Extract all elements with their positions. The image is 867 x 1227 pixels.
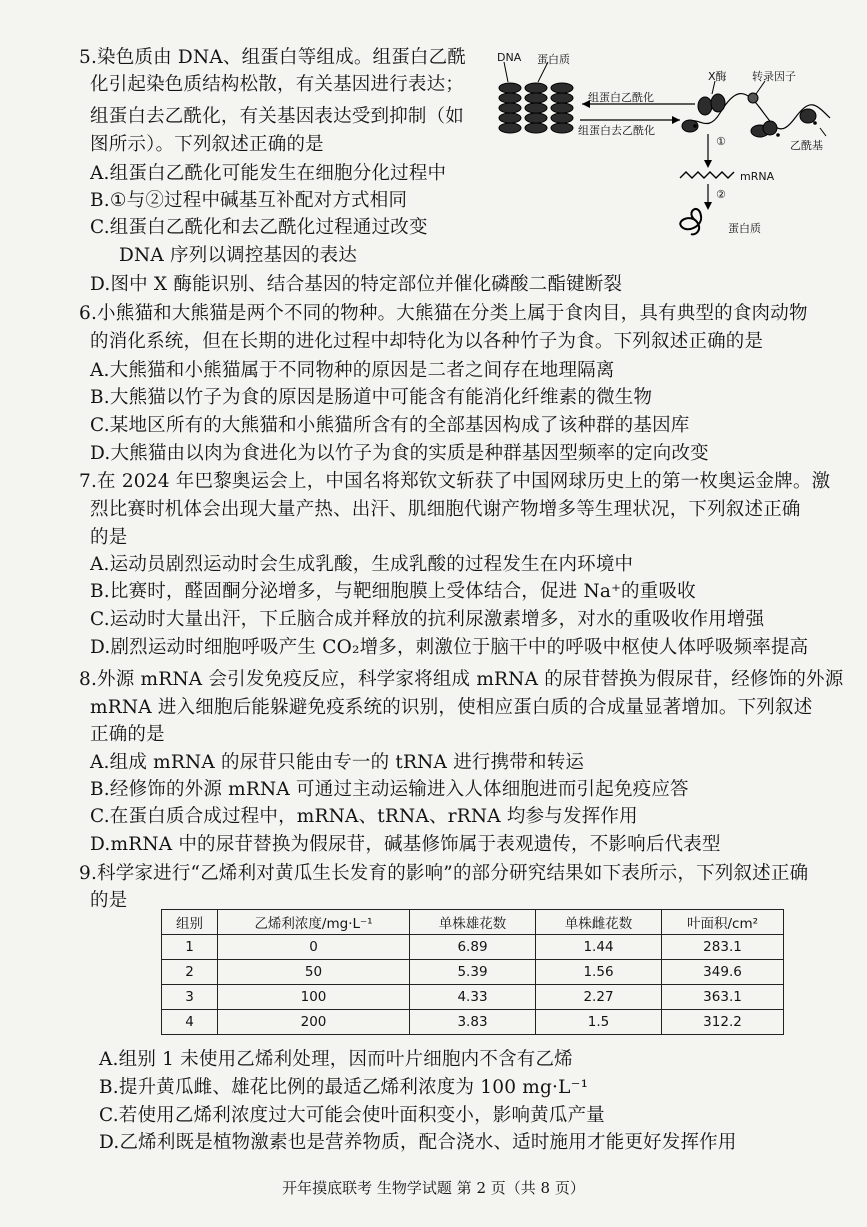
q9-line-1: 9.科学家进行“乙烯利对黄瓜生长发育的影响”的部分研究结果如下表所示，下列叙述正确 bbox=[79, 863, 809, 884]
table-cell: 3 bbox=[162, 985, 218, 1010]
q8-line-1: 8.外源 mRNA 会引发免疫反应，科学家将组成 mRNA 的尿苷替换为假尿苷，经修饰的外源 bbox=[79, 669, 844, 690]
table-cell: 5.39 bbox=[410, 960, 536, 985]
q9-option-a: A.组别 1 未使用乙烯利处理，因而叶片细胞内不含有乙烯 bbox=[99, 1049, 573, 1070]
table-cell: 100 bbox=[218, 985, 410, 1010]
table-row bbox=[162, 935, 784, 960]
table-header: 单株雄花数 bbox=[410, 910, 536, 935]
table-cell: 3.83 bbox=[410, 1010, 536, 1035]
table-cell: 1.56 bbox=[536, 960, 662, 985]
q9-line-2: 的是 bbox=[90, 890, 128, 911]
q8-option-c: C.在蛋白质合成过程中，mRNA、tRNA、rRNA 均参与发挥作用 bbox=[90, 806, 638, 827]
q5-option-c-cont: DNA 序列以调控基因的表达 bbox=[119, 245, 358, 266]
table-cell: 4 bbox=[162, 1010, 218, 1035]
q5-option-a: A.组蛋白乙酰化可能发生在细胞分化过程中 bbox=[90, 163, 447, 184]
table-cell: 2.27 bbox=[536, 985, 662, 1010]
table-cell: 50 bbox=[218, 960, 410, 985]
table-cell: 349.6 bbox=[662, 960, 784, 985]
table-cell: 6.89 bbox=[410, 935, 536, 960]
q6-option-b: B.大熊猫以竹子为食的原因是肠道中可能含有能消化纤维素的微生物 bbox=[90, 387, 653, 408]
q8-option-a: A.组成 mRNA 的尿苷只能由专一的 tRNA 进行携带和转运 bbox=[90, 752, 585, 773]
label-x-enzyme: X酶 bbox=[708, 70, 727, 83]
label-transcription-factor: 转录因子 bbox=[752, 70, 796, 83]
table-header: 乙烯利浓度/mg·L⁻¹ bbox=[218, 910, 410, 935]
q7-option-a: A.运动员剧烈运动时会生成乳酸，生成乳酸的过程发生在内环境中 bbox=[90, 554, 634, 575]
q7-option-d: D.剧烈运动时细胞呼吸产生 CO₂增多，刺激位于脑干中的呼吸中枢使人体呼吸频率提高 bbox=[90, 637, 809, 658]
table-header: 单株雌花数 bbox=[536, 910, 662, 935]
label-step-1: ① bbox=[716, 135, 726, 148]
q7-line-2: 烈比赛时机体会出现大量产热、出汗、肌细胞代谢产物增多等生理状况，下列叙述正确 bbox=[90, 499, 801, 520]
results-table bbox=[161, 909, 784, 1035]
q9-option-c: C.若使用乙烯利浓度过大可能会使叶面积变小，影响黄瓜产量 bbox=[99, 1105, 605, 1126]
table-cell: 1 bbox=[162, 935, 218, 960]
table-cell: 312.2 bbox=[662, 1010, 784, 1035]
q8-option-d: D.mRNA 中的尿苷替换为假尿苷，碱基修饰属于表观遗传，不影响后代表型 bbox=[90, 834, 721, 855]
q8-line-3: 正确的是 bbox=[90, 724, 165, 745]
table-cell: 200 bbox=[218, 1010, 410, 1035]
q5-line-3: 组蛋白去乙酰化，有关基因表达受到抑制（如 bbox=[90, 106, 465, 127]
table-cell: 0 bbox=[218, 935, 410, 960]
q7-line-3: 的是 bbox=[90, 527, 128, 548]
q5-line-1: 5.染色质由 DNA、组蛋白等组成。组蛋白乙酰 bbox=[79, 47, 467, 68]
q8-line-2: mRNA 进入细胞后能躲避免疫系统的识别，使相应蛋白质的合成量显著增加。下列叙述 bbox=[90, 697, 813, 718]
q7-option-b: B.比赛时，醛固酮分泌增多，与靶细胞膜上受体结合，促进 Na⁺的重吸收 bbox=[90, 581, 696, 602]
table-cell: 4.33 bbox=[410, 985, 536, 1010]
q5-option-c: C.组蛋白乙酰化和去乙酰化过程通过改变 bbox=[90, 217, 428, 238]
label-protein: 蛋白质 bbox=[728, 222, 761, 235]
q7-option-c: C.运动时大量出汗，下丘脑合成并释放的抗利尿激素增多，对水的重吸收作用增强 bbox=[90, 609, 765, 630]
q5-option-b: B.①与②过程中碱基互补配对方式相同 bbox=[90, 190, 408, 211]
table-cell: 283.1 bbox=[662, 935, 784, 960]
q6-line-1: 6.小熊猫和大熊猫是两个不同的物种。大熊猫在分类上属于食肉目，具有典型的食肉动物 bbox=[79, 303, 808, 324]
q6-option-a: A.大熊猫和小熊猫属于不同物种的原因是二者之间存在地理隔离 bbox=[90, 360, 615, 381]
label-dna: DNA bbox=[497, 51, 522, 64]
table-cell: 363.1 bbox=[662, 985, 784, 1010]
table-header: 组别 bbox=[162, 910, 218, 935]
label-step-2: ② bbox=[716, 188, 726, 201]
condensed-chromatin bbox=[499, 83, 573, 133]
table-header-row bbox=[162, 910, 784, 935]
q7-line-1: 7.在 2024 年巴黎奥运会上，中国名将郑钦文斩获了中国网球历史上的第一枚奥运金牌。激 bbox=[79, 471, 831, 492]
page-footer: 开年摸底联考 生物学试题 第 2 页（共 8 页） bbox=[282, 1179, 585, 1197]
q9-option-d: D.乙烯利既是植物激素也是营养物质，配合浇水、适时施用才能更好发挥作用 bbox=[99, 1132, 737, 1153]
q5-line-2: 化引起染色质结构松散，有关基因进行表达； bbox=[90, 74, 465, 95]
label-acetylation: 组蛋白乙酰化 bbox=[588, 91, 654, 104]
label-deacetylation: 组蛋白去乙酰化 bbox=[578, 124, 655, 137]
q5-option-d: D.图中 X 酶能识别、结合基因的特定部位并催化磷酸二酯键断裂 bbox=[90, 274, 623, 295]
q8-option-b: B.经修饰的外源 mRNA 可通过主动运输进入人体细胞进而引起免疫应答 bbox=[90, 779, 689, 800]
q6-line-2: 的消化系统，但在长期的进化过程中却特化为以各种竹子为食。下列叙述正确的是 bbox=[90, 331, 764, 352]
table-row bbox=[162, 985, 784, 1010]
table-row bbox=[162, 960, 784, 985]
table-header: 叶面积/cm² bbox=[662, 910, 784, 935]
table-cell: 1.44 bbox=[536, 935, 662, 960]
label-acetyl: 乙酰基 bbox=[790, 139, 823, 152]
table-cell: 2 bbox=[162, 960, 218, 985]
q5-line-4: 图所示）。下列叙述正确的是 bbox=[90, 134, 324, 155]
table-cell: 1.5 bbox=[536, 1010, 662, 1035]
q6-option-c: C.某地区所有的大熊猫和小熊猫所含有的全部基因构成了该种群的基因库 bbox=[90, 415, 690, 436]
q6-option-d: D.大熊猫由以肉为食进化为以竹子为食的实质是种群基因型频率的定向改变 bbox=[90, 443, 709, 464]
label-histone: 蛋白质 bbox=[537, 53, 570, 66]
q9-option-b: B.提升黄瓜雌、雄花比例的最适乙烯利浓度为 100 mg·L⁻¹ bbox=[99, 1077, 589, 1098]
label-mrna: mRNA bbox=[740, 170, 775, 183]
table-row bbox=[162, 1010, 784, 1035]
